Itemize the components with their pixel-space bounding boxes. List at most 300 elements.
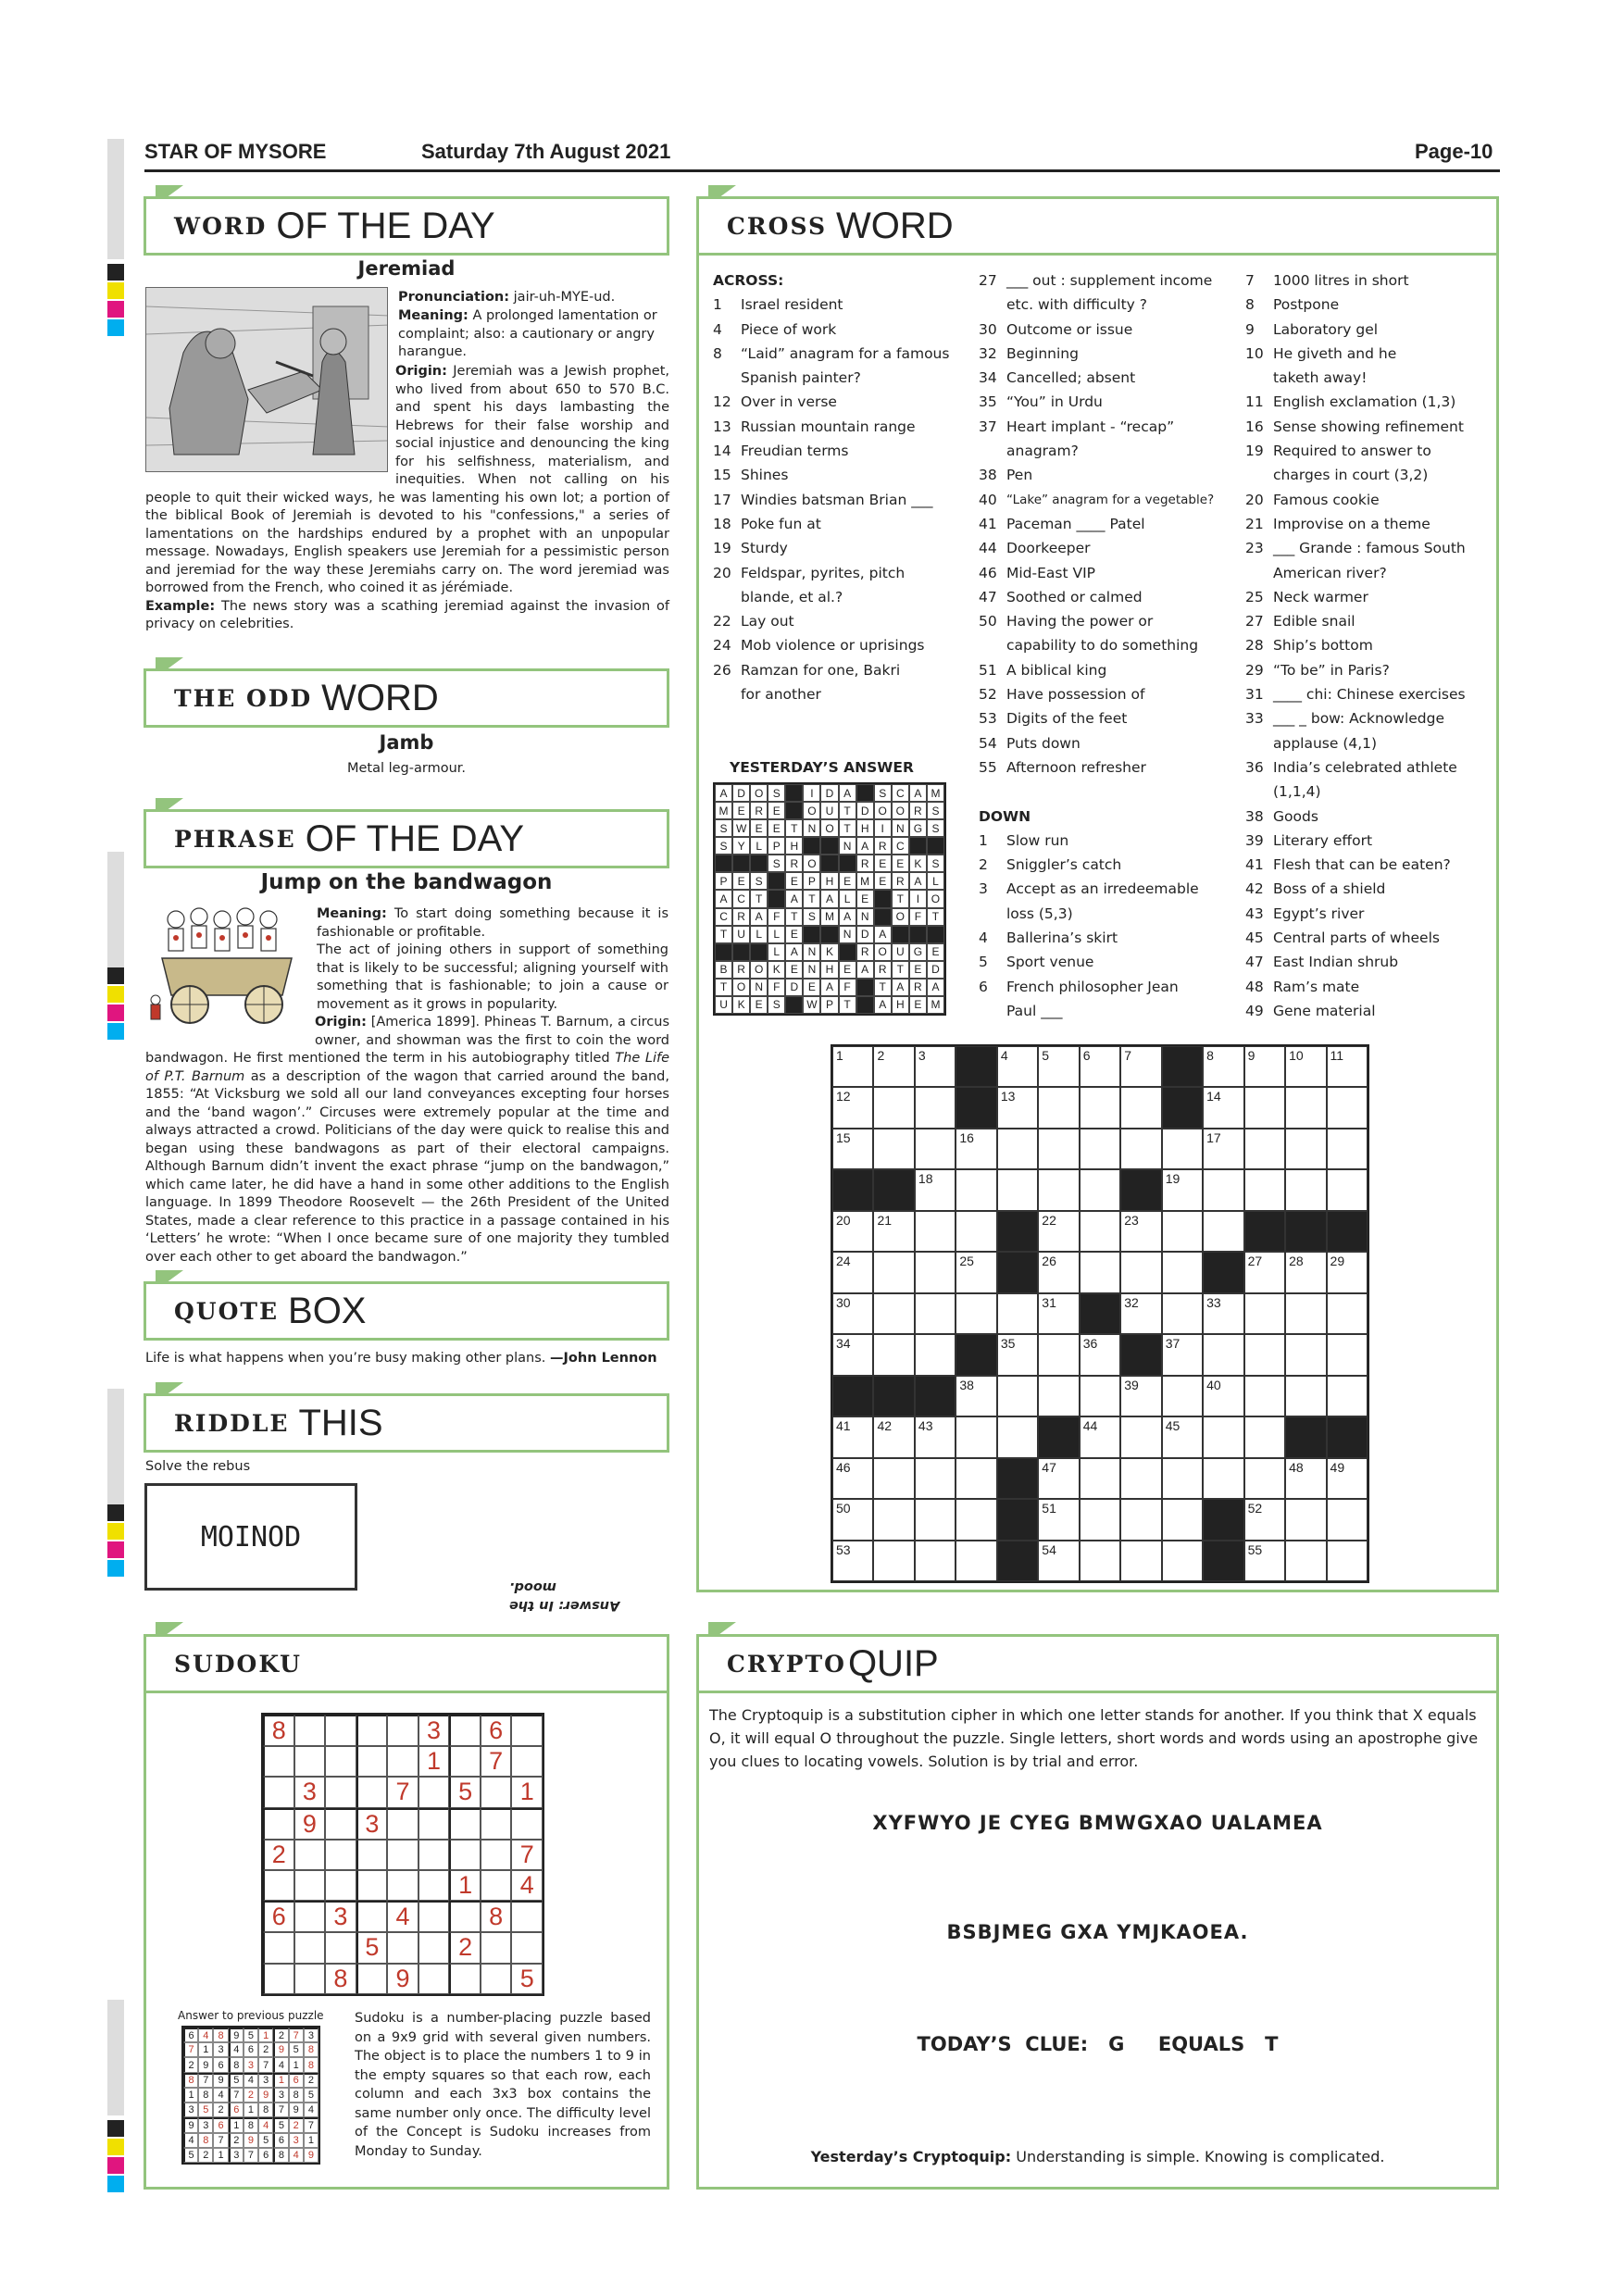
- grid-cell[interactable]: [873, 1499, 914, 1540]
- grid-cell[interactable]: [1285, 1293, 1326, 1334]
- prev-sudoku-cell: 5: [273, 2117, 288, 2132]
- grid-cell[interactable]: [873, 1087, 914, 1128]
- sudoku-cell[interactable]: [294, 1901, 326, 1932]
- sudoku-cell[interactable]: 7: [481, 1746, 512, 1777]
- yesterday-cell: [839, 943, 856, 961]
- grid-cell[interactable]: [832, 1211, 873, 1252]
- sudoku-cell[interactable]: [449, 1901, 481, 1932]
- prev-sudoku-cell: 4: [289, 2148, 304, 2163]
- sudoku-cell[interactable]: [449, 1964, 481, 1994]
- sudoku-cell[interactable]: [325, 1808, 356, 1840]
- grid-cell[interactable]: [873, 1211, 914, 1252]
- prev-sudoku-cell: 2: [304, 2073, 319, 2088]
- phrase-origin: Origin: [America 1899]. Phineas T. Barnum, a circus owner, and showman was the first to coin the word bandwagon. He first mentioned the term in his autobiography titled The Life of P.T. Barnum as a description of the wagon that carried around the band, 1855: “At Vicksburg we sold all our land conveyances excepting four horses and the ‘band wagon’.” Circuses were extremely popular at the time and always attracted a crowd. Politicians of the day were quick to realise this and began using these bandwagons as part of their electoral campaigns. Although Barnum didn’t invent the exact phrase “jump on the bandwagon,” which came later, he did have a hand in some other additions to the English language. In 1899 Theodore Roosevelt — the 26th President of the United States, made a clear reference to this practice in a passage contained in his ‘Letters’ he wrote: “When I once became sure of one majority they tumbled over each other to get aboard the bandwagon.”: [145, 1015, 670, 1265]
- grid-cell[interactable]: [1203, 1334, 1243, 1375]
- grid-cell[interactable]: [1080, 1046, 1120, 1087]
- sudoku-cell[interactable]: 8: [481, 1901, 512, 1932]
- sudoku-cell[interactable]: [387, 1870, 418, 1901]
- sudoku-cell[interactable]: [481, 1870, 512, 1901]
- grid-cell[interactable]: [1327, 1252, 1368, 1292]
- sudoku-cell[interactable]: [449, 1746, 481, 1777]
- grid-cell[interactable]: [915, 1087, 956, 1128]
- grid-cell[interactable]: [873, 1541, 914, 1581]
- grid-cell[interactable]: [832, 1129, 873, 1169]
- sudoku-cell[interactable]: 1: [418, 1746, 450, 1777]
- grid-cell[interactable]: [832, 1416, 873, 1457]
- sudoku-cell[interactable]: [325, 1840, 356, 1870]
- sudoku-cell[interactable]: [387, 1932, 418, 1963]
- cell-number: 39: [1124, 1377, 1139, 1392]
- sudoku-cell[interactable]: [356, 1840, 388, 1870]
- grid-cell[interactable]: [873, 1252, 914, 1292]
- grid-cell[interactable]: [915, 1252, 956, 1292]
- grid-cell[interactable]: [1327, 1458, 1368, 1499]
- sudoku-cell[interactable]: [263, 1777, 294, 1807]
- grid-cell[interactable]: [1038, 1541, 1079, 1581]
- grid-cell[interactable]: [1327, 1376, 1368, 1416]
- grid-cell[interactable]: [1244, 1416, 1285, 1457]
- sudoku-cell[interactable]: 7: [387, 1777, 418, 1807]
- grid-cell[interactable]: [1162, 1252, 1203, 1292]
- grid-cell[interactable]: [1120, 1458, 1161, 1499]
- grid-cell[interactable]: [915, 1046, 956, 1087]
- grid-cell[interactable]: [956, 1211, 996, 1252]
- sudoku-cell[interactable]: [449, 1808, 481, 1840]
- clue-number: 51: [979, 661, 997, 679]
- prev-sudoku-cell: 6: [183, 2028, 198, 2042]
- yesterday-cell: E: [874, 855, 892, 872]
- yesterday-cell: B: [715, 961, 732, 979]
- grid-cell[interactable]: [915, 1129, 956, 1169]
- grid-cell[interactable]: [1162, 1499, 1203, 1540]
- sudoku-cell[interactable]: [481, 1964, 512, 1994]
- grid-cell[interactable]: [915, 1169, 956, 1210]
- grid-cell[interactable]: [1244, 1293, 1285, 1334]
- grid-cell[interactable]: [1327, 1129, 1368, 1169]
- grid-cell[interactable]: [1080, 1376, 1120, 1416]
- sudoku-cell[interactable]: [356, 1870, 388, 1901]
- grid-cell[interactable]: [1080, 1458, 1120, 1499]
- grid-cell[interactable]: [832, 1087, 873, 1128]
- sudoku-cell[interactable]: [387, 1715, 418, 1746]
- sudoku-cell[interactable]: [294, 1715, 326, 1746]
- prev-sudoku-cell: 6: [213, 2117, 228, 2132]
- yesterday-cell: I: [803, 784, 820, 802]
- riddle-prompt: Solve the rebus: [145, 1459, 251, 1474]
- grid-cell[interactable]: [832, 1046, 873, 1087]
- clue-row: [713, 561, 977, 585]
- sudoku-cell[interactable]: 7: [511, 1840, 543, 1870]
- grid-cell[interactable]: [1038, 1293, 1079, 1334]
- sudoku-cell[interactable]: 8: [263, 1715, 294, 1746]
- grid-cell[interactable]: [1120, 1541, 1161, 1581]
- grid-cell[interactable]: [1080, 1169, 1120, 1210]
- grid-cell[interactable]: [1080, 1252, 1120, 1292]
- grid-cell[interactable]: [997, 1293, 1038, 1334]
- sudoku-cell[interactable]: [418, 1932, 450, 1963]
- grid-cell[interactable]: [1203, 1211, 1243, 1252]
- grid-cell[interactable]: [1080, 1416, 1120, 1457]
- grid-cell[interactable]: [1162, 1169, 1203, 1210]
- grid-cell[interactable]: [1244, 1087, 1285, 1128]
- grid-cell[interactable]: [1244, 1334, 1285, 1375]
- sudoku-cell[interactable]: [294, 1932, 326, 1963]
- grid-cell[interactable]: [1285, 1129, 1326, 1169]
- cell-number: 22: [1042, 1212, 1056, 1228]
- grid-cell[interactable]: [1038, 1211, 1079, 1252]
- word-meaning: Meaning: A prolonged lamentation or complaint; also: a cautionary or angry harangue.: [398, 308, 657, 359]
- grid-cell[interactable]: [1244, 1376, 1285, 1416]
- sudoku-cell[interactable]: 2: [449, 1932, 481, 1963]
- grid-cell[interactable]: [1285, 1499, 1326, 1540]
- odd-word-title: THE ODD WORD: [144, 668, 669, 728]
- grid-cell[interactable]: [1285, 1376, 1326, 1416]
- prev-answer-heading: Answer to previous puzzle: [178, 2009, 324, 2022]
- yesterday-cell: A: [715, 784, 732, 802]
- grid-cell[interactable]: [997, 1129, 1038, 1169]
- sudoku-grid[interactable]: [261, 1713, 544, 1996]
- grid-cell[interactable]: [873, 1046, 914, 1087]
- grid-cell[interactable]: [1038, 1376, 1079, 1416]
- clue-text: Famous cookie: [1273, 491, 1380, 508]
- sudoku-cell[interactable]: 5: [449, 1777, 481, 1807]
- clue-number: 27: [979, 272, 997, 289]
- grid-cell[interactable]: [1203, 1376, 1243, 1416]
- grid-cell[interactable]: [873, 1416, 914, 1457]
- yesterday-cell: L: [839, 890, 856, 907]
- grid-cell[interactable]: [1162, 1334, 1203, 1375]
- sudoku-cell[interactable]: [356, 1901, 388, 1932]
- sudoku-cell[interactable]: [325, 1777, 356, 1807]
- grid-cell[interactable]: [1120, 1129, 1161, 1169]
- sudoku-cell[interactable]: [511, 1932, 543, 1963]
- grid-cell[interactable]: [915, 1211, 956, 1252]
- registration-bar: [107, 852, 124, 967]
- grid-cell[interactable]: [832, 1499, 873, 1540]
- sudoku-cell[interactable]: [356, 1746, 388, 1777]
- sudoku-cell[interactable]: [511, 1715, 543, 1746]
- sudoku-cell[interactable]: 3: [356, 1808, 388, 1840]
- grid-block: [997, 1252, 1038, 1292]
- clue-number: 9: [1245, 320, 1255, 338]
- sudoku-cell[interactable]: 8: [325, 1964, 356, 1994]
- sudoku-cell[interactable]: [481, 1777, 512, 1807]
- grid-cell[interactable]: [1080, 1499, 1120, 1540]
- clue-text: Slow run: [1006, 831, 1069, 849]
- sudoku-cell[interactable]: 4: [387, 1901, 418, 1932]
- grid-cell[interactable]: [1038, 1046, 1079, 1087]
- sudoku-cell[interactable]: [263, 1964, 294, 1994]
- clue-number: 46: [979, 564, 997, 581]
- yesterday-cell: [927, 926, 944, 943]
- grid-cell[interactable]: [956, 1416, 996, 1457]
- sudoku-cell[interactable]: 1: [449, 1870, 481, 1901]
- grid-cell[interactable]: [1120, 1211, 1161, 1252]
- yesterday-cell: S: [715, 819, 732, 837]
- cell-number: 37: [1165, 1336, 1181, 1352]
- grid-cell[interactable]: [832, 1541, 873, 1581]
- grid-cell[interactable]: [915, 1541, 956, 1581]
- prev-sudoku-cell: 8: [258, 2103, 273, 2117]
- prev-sudoku-cell: 2: [229, 2133, 244, 2148]
- sudoku-cell[interactable]: [481, 1808, 512, 1840]
- grid-cell[interactable]: [1327, 1087, 1368, 1128]
- grid-cell[interactable]: [1203, 1416, 1243, 1457]
- grid-cell[interactable]: [832, 1458, 873, 1499]
- grid-cell[interactable]: [1203, 1046, 1243, 1087]
- sudoku-cell[interactable]: [263, 1870, 294, 1901]
- sudoku-cell[interactable]: [418, 1964, 450, 1994]
- clue-number: 13: [713, 418, 731, 435]
- sudoku-cell[interactable]: [387, 1808, 418, 1840]
- clue-number: 8: [713, 344, 722, 362]
- prev-sudoku-cell: 7: [213, 2133, 228, 2148]
- grid-cell[interactable]: [956, 1376, 996, 1416]
- clue-number: 3: [979, 880, 988, 898]
- grid-cell[interactable]: [1162, 1541, 1203, 1581]
- sudoku-cell[interactable]: 5: [511, 1964, 543, 1994]
- grid-cell[interactable]: [873, 1334, 914, 1375]
- sudoku-cell[interactable]: [356, 1715, 388, 1746]
- grid-cell[interactable]: [1162, 1376, 1203, 1416]
- prev-sudoku-cell: 5: [304, 2088, 319, 2103]
- grid-cell[interactable]: [1285, 1046, 1326, 1087]
- grid-cell[interactable]: [1285, 1541, 1326, 1581]
- yesterday-cell: F: [909, 908, 927, 926]
- clue-number: 40: [979, 491, 997, 508]
- sudoku-cell[interactable]: 3: [418, 1715, 450, 1746]
- sudoku-cell[interactable]: [418, 1777, 450, 1807]
- grid-cell[interactable]: [1203, 1458, 1243, 1499]
- grid-cell[interactable]: [956, 1541, 996, 1581]
- grid-cell[interactable]: [997, 1334, 1038, 1375]
- sudoku-cell[interactable]: [294, 1746, 326, 1777]
- grid-cell[interactable]: [1162, 1416, 1203, 1457]
- grid-cell[interactable]: [915, 1334, 956, 1375]
- grid-cell[interactable]: [1038, 1458, 1079, 1499]
- grid-cell[interactable]: [1080, 1087, 1120, 1128]
- grid-cell[interactable]: [1080, 1541, 1120, 1581]
- grid-cell[interactable]: [915, 1416, 956, 1457]
- sudoku-cell[interactable]: 2: [263, 1840, 294, 1870]
- sudoku-cell[interactable]: [481, 1840, 512, 1870]
- grid-cell[interactable]: [1162, 1458, 1203, 1499]
- grid-cell[interactable]: [1244, 1129, 1285, 1169]
- grid-cell[interactable]: [1285, 1458, 1326, 1499]
- grid-cell[interactable]: [956, 1458, 996, 1499]
- clue-row: [1245, 731, 1500, 755]
- grid-cell[interactable]: [1120, 1376, 1161, 1416]
- clue-row: [1245, 805, 1500, 829]
- grid-cell[interactable]: [1038, 1169, 1079, 1210]
- grid-cell[interactable]: [1327, 1499, 1368, 1540]
- clue-number: 20: [1245, 491, 1264, 508]
- grid-cell[interactable]: [956, 1499, 996, 1540]
- clue-number: 19: [713, 540, 731, 557]
- grid-cell[interactable]: [1244, 1169, 1285, 1210]
- sudoku-cell[interactable]: [418, 1870, 450, 1901]
- sudoku-cell[interactable]: [325, 1932, 356, 1963]
- grid-cell[interactable]: [1327, 1293, 1368, 1334]
- grid-cell[interactable]: [1203, 1169, 1243, 1210]
- grid-cell[interactable]: [1120, 1087, 1161, 1128]
- yesterday-cell: H: [856, 819, 874, 837]
- sudoku-cell[interactable]: [481, 1932, 512, 1963]
- clue-row: [1245, 853, 1500, 877]
- yesterday-cell: [785, 802, 803, 819]
- sudoku-cell[interactable]: [418, 1808, 450, 1840]
- grid-cell[interactable]: [1120, 1416, 1161, 1457]
- yesterday-cell: N: [803, 961, 820, 979]
- sudoku-cell[interactable]: [511, 1901, 543, 1932]
- sudoku-cell[interactable]: [387, 1840, 418, 1870]
- grid-cell[interactable]: [1120, 1046, 1161, 1087]
- grid-block: [1120, 1169, 1161, 1210]
- prev-sudoku-cell: 3: [273, 2088, 288, 2103]
- sudoku-cell[interactable]: [294, 1840, 326, 1870]
- grid-cell[interactable]: [915, 1499, 956, 1540]
- grid-cell[interactable]: [1285, 1169, 1326, 1210]
- grid-cell[interactable]: [1038, 1087, 1079, 1128]
- grid-cell[interactable]: [1327, 1334, 1368, 1375]
- grid-cell[interactable]: [1038, 1129, 1079, 1169]
- grid-cell[interactable]: [1038, 1334, 1079, 1375]
- cell-number: 10: [1289, 1048, 1304, 1063]
- sudoku-cell[interactable]: [325, 1715, 356, 1746]
- yesterday-cell: T: [803, 890, 820, 907]
- grid-cell[interactable]: [1080, 1129, 1120, 1169]
- sudoku-cell[interactable]: [511, 1746, 543, 1777]
- sudoku-cell[interactable]: [263, 1932, 294, 1963]
- grid-cell[interactable]: [1038, 1499, 1079, 1540]
- grid-cell[interactable]: [832, 1252, 873, 1292]
- grid-cell[interactable]: [1327, 1169, 1368, 1210]
- grid-cell[interactable]: [1080, 1211, 1120, 1252]
- grid-cell[interactable]: [956, 1169, 996, 1210]
- grid-cell[interactable]: [1285, 1334, 1326, 1375]
- grid-cell[interactable]: [832, 1334, 873, 1375]
- sudoku-cell[interactable]: [449, 1715, 481, 1746]
- clue-number: [713, 682, 741, 706]
- grid-block: [997, 1458, 1038, 1499]
- grid-cell[interactable]: [1162, 1293, 1203, 1334]
- clue-number: 25: [1245, 588, 1264, 605]
- sudoku-cell[interactable]: 9: [294, 1808, 326, 1840]
- clue-number: 8: [1245, 296, 1255, 314]
- sudoku-cell[interactable]: 6: [481, 1715, 512, 1746]
- grid-cell[interactable]: [956, 1293, 996, 1334]
- across-heading: ACROSS:: [713, 272, 784, 289]
- grid-cell[interactable]: [1162, 1129, 1203, 1169]
- sudoku-cell[interactable]: [356, 1964, 388, 1994]
- grid-cell[interactable]: [1162, 1211, 1203, 1252]
- grid-cell[interactable]: [1327, 1541, 1368, 1581]
- prev-sudoku-cell: 7: [229, 2088, 244, 2103]
- grid-cell[interactable]: [1285, 1087, 1326, 1128]
- clue-number: 16: [1245, 418, 1264, 435]
- grid-cell[interactable]: [1244, 1499, 1285, 1540]
- cell-number: 30: [836, 1294, 851, 1310]
- cryptoquip-line1: XYFWYO JE CYEG BMWGXAO UALAMEA: [872, 1812, 1323, 1834]
- sudoku-cell[interactable]: [263, 1746, 294, 1777]
- sudoku-cell[interactable]: [294, 1870, 326, 1901]
- sudoku-cell[interactable]: [418, 1840, 450, 1870]
- grid-cell[interactable]: [915, 1293, 956, 1334]
- sudoku-cell[interactable]: 3: [325, 1901, 356, 1932]
- grid-cell[interactable]: [1244, 1541, 1285, 1581]
- sudoku-cell[interactable]: 5: [356, 1932, 388, 1963]
- grid-cell[interactable]: [997, 1169, 1038, 1210]
- grid-cell[interactable]: [832, 1293, 873, 1334]
- crossword-grid[interactable]: [831, 1044, 1369, 1583]
- yesterday-cell: L: [750, 837, 768, 855]
- sudoku-cell[interactable]: [449, 1840, 481, 1870]
- clue-number: 28: [1245, 637, 1264, 655]
- grid-cell[interactable]: [1203, 1293, 1243, 1334]
- clue-row: [713, 366, 977, 390]
- prev-sudoku-cell: 8: [198, 2088, 213, 2103]
- sudoku-cell[interactable]: 4: [511, 1870, 543, 1901]
- sudoku-cell[interactable]: 6: [263, 1901, 294, 1932]
- sudoku-cell[interactable]: [263, 1808, 294, 1840]
- grid-cell[interactable]: [1038, 1252, 1079, 1292]
- sudoku-cell[interactable]: [325, 1746, 356, 1777]
- grid-cell[interactable]: [873, 1129, 914, 1169]
- sudoku-cell[interactable]: [325, 1870, 356, 1901]
- grid-cell[interactable]: [1244, 1046, 1285, 1087]
- sudoku-cell[interactable]: [418, 1901, 450, 1932]
- grid-cell[interactable]: [1244, 1252, 1285, 1292]
- cell-number: 46: [836, 1459, 851, 1475]
- grid-cell[interactable]: [956, 1252, 996, 1292]
- grid-cell[interactable]: [873, 1458, 914, 1499]
- clue-number: 44: [979, 540, 997, 557]
- grid-cell[interactable]: [1120, 1293, 1161, 1334]
- grid-cell[interactable]: [997, 1376, 1038, 1416]
- grid-cell[interactable]: [1120, 1499, 1161, 1540]
- grid-block: [915, 1376, 956, 1416]
- clue-row: [1245, 585, 1500, 609]
- grid-cell[interactable]: [915, 1458, 956, 1499]
- sudoku-cell[interactable]: [356, 1777, 388, 1807]
- sudoku-cell[interactable]: [294, 1964, 326, 1994]
- grid-cell[interactable]: [956, 1129, 996, 1169]
- grid-cell[interactable]: [997, 1416, 1038, 1457]
- grid-cell[interactable]: [1203, 1129, 1243, 1169]
- grid-cell[interactable]: [1327, 1046, 1368, 1087]
- grid-cell[interactable]: [873, 1293, 914, 1334]
- grid-cell[interactable]: [1120, 1252, 1161, 1292]
- clue-number: 1: [979, 831, 988, 849]
- grid-cell[interactable]: [1244, 1458, 1285, 1499]
- sudoku-cell[interactable]: 1: [511, 1777, 543, 1807]
- grid-cell[interactable]: [1285, 1252, 1326, 1292]
- yesterday-cell: R: [909, 979, 927, 996]
- clue-row: [713, 585, 977, 609]
- clue-row: [979, 415, 1238, 439]
- yesterday-cell: E: [909, 961, 927, 979]
- sudoku-cell[interactable]: [511, 1808, 543, 1840]
- sudoku-cell[interactable]: 3: [294, 1777, 326, 1807]
- grid-cell[interactable]: [1080, 1334, 1120, 1375]
- grid-cell[interactable]: [997, 1046, 1038, 1087]
- grid-cell[interactable]: [1203, 1087, 1243, 1128]
- grid-cell[interactable]: [997, 1087, 1038, 1128]
- cell-number: 25: [959, 1254, 974, 1269]
- sudoku-cell[interactable]: [387, 1746, 418, 1777]
- sudoku-cell[interactable]: 9: [387, 1964, 418, 1994]
- clue-number: 31: [1245, 686, 1264, 704]
